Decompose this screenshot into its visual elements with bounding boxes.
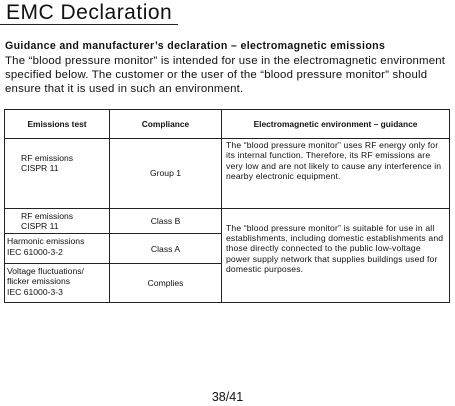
compliance-cell: Class B: [110, 208, 222, 234]
compliance-cell: Complies: [110, 263, 222, 302]
table-row: [5, 208, 450, 234]
emissions-test-cell: Voltage fluctuations/ flicker emissions IEC 61000-3-3: [5, 263, 110, 302]
page-number: 38/41: [211, 390, 244, 404]
header-emissions-test: Emissions test: [5, 110, 110, 139]
guidance-heading: Guidance and manufacturer’s declaration – electromagnetic emissions: [5, 40, 386, 52]
header-guidance: Electromagnetic environment – guidance: [222, 110, 450, 139]
compliance-cell: Group 1: [110, 138, 222, 208]
emissions-test-cell: RF emissions CISPR 11: [5, 208, 110, 234]
guidance-cell: The “blood pressure monitor” is suitable for use in all establishments, including domestic establishments and those directly connected to the public low-voltage power supply network that supplies buildings used for domestic purposes.: [222, 208, 450, 302]
table-row: [5, 138, 450, 208]
emissions-table: [4, 109, 450, 303]
emissions-test-cell: Harmonic emissions IEC 61000-3-2: [5, 234, 110, 264]
compliance-cell: Class A: [110, 234, 222, 264]
table-header-row: [5, 110, 450, 139]
header-compliance: Compliance: [110, 110, 222, 139]
guidance-cell: The “blood pressure monitor” uses RF energy only for its internal function. Therefore, its RF emissions are very low and are not likely to cause any interference in nearby electronic equipment.: [222, 138, 450, 208]
page-title: EMC Declaration: [0, 0, 178, 25]
emissions-test-cell: RF emissions CISPR 11: [5, 138, 110, 208]
intro-paragraph: The “blood pressure monitor” is intended for use in the electromagnetic environment specified below. The customer or the user of the “blood pressure monitor” should ensure that it is used in such an environment.: [5, 55, 446, 95]
